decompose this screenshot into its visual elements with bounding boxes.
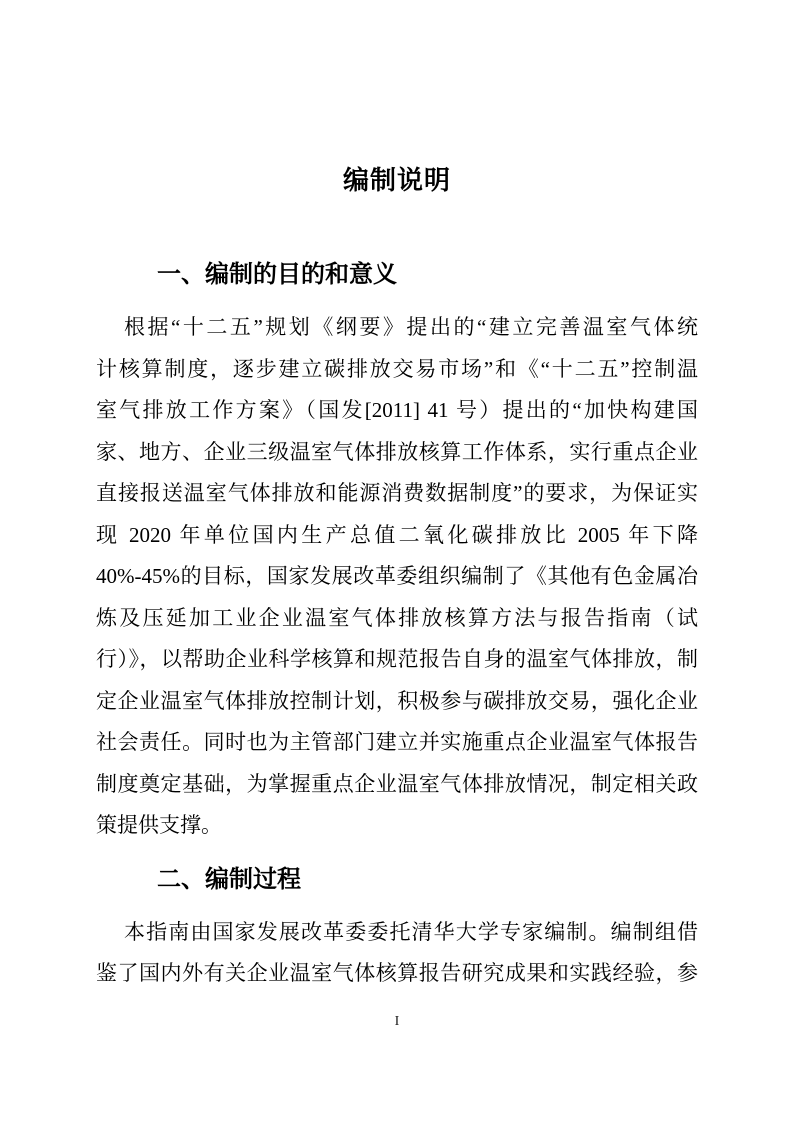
paragraph-purpose [96,307,698,847]
paragraph-line: 家、地方、企业三级温室气体排放核算工作体系，实行重点企业 [96,439,698,464]
paragraph-line: 行）》，以帮助企业科学核算和规范报告自身的温室气体排放，制 [96,647,698,671]
paragraph-line: 直接报送温室气体排放和能源消费数据制度”的要求，为保证实 [96,481,698,505]
paragraph-line: 计核算制度，逐步建立碳排放交易市场”和《“十二五”控制温 [96,356,698,381]
page-number: I [394,1014,400,1029]
paragraph-line: 炼及压延加工业企业温室气体排放核算方法与报告指南（试 [96,605,698,630]
paragraph-line: 现 2020 年单位国内生产总值二氧化碳排放比 2005 年下降 [96,522,698,547]
paragraph-line: 策提供支撑。 [96,813,222,837]
paragraph-process [96,912,698,995]
section-heading-purpose: 一、编制的目的和意义 [157,261,397,288]
paragraph-line: 鉴了国内外有关企业温室气体核算报告研究成果和实践经验，参 [96,961,698,985]
paragraph-line: 制度奠定基础，为掌握重点企业温室气体排放情况，制定相关政 [96,771,698,796]
section-heading-process: 二、编制过程 [157,865,301,893]
paragraph-line: 根据“十二五”规划《纲要》提出的“建立完善温室气体统 [124,315,698,339]
paragraph-line: 本指南由国家发展改革委委托清华大学专家编制。编制组借 [124,919,698,944]
paragraph-line: 40%-45%的目标，国家发展改革委组织编制了《其他有色金属冶 [96,564,698,588]
paragraph-line: 定企业温室气体排放控制计划，积极参与碳排放交易，强化企业 [96,688,698,713]
document-title: 编制说明 [342,165,451,195]
paragraph-line: 社会责任。同时也为主管部门建立并实施重点企业温室气体报告 [96,730,698,754]
paragraph-line: 室气排放工作方案》（国发[2011] 41 号）提出的“加快构建国 [96,398,698,422]
